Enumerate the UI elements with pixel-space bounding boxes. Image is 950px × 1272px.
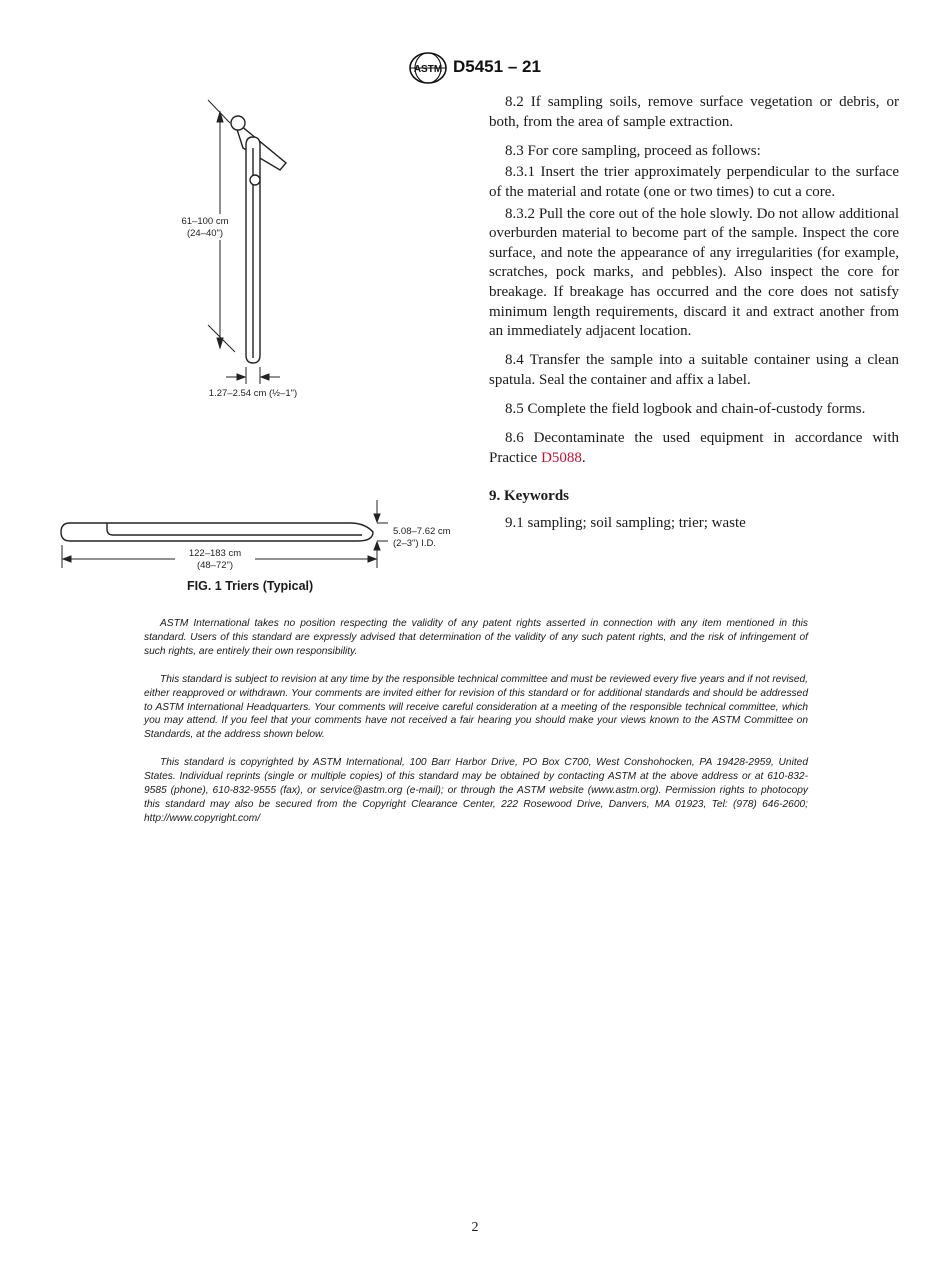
- figure-triers: [40, 90, 480, 610]
- revision-notice: This standard is subject to revision at any time by the responsible technical committee and must be reviewed every five years and if not revised, either reapproved or withdrawn. Your comments are invited either for revision of this standard or for additional standards and should be addressed to ASTM International Headquarters. Your comments will receive careful consideration at a meeting of the responsible technical committee, which you may attend. If you feel that your comments have not received a fair hearing you should make your views known to the ASTM Committee on Standards, at the address shown below.: [144, 673, 808, 741]
- section-8-2: 8.2 If sampling soils, remove surface vegetation or debris, or both, from the area of sample extraction.: [489, 94, 899, 130]
- body-text-column: [489, 93, 899, 543]
- section-8-5: 8.5 Complete the field logbook and chain-of-custody forms.: [505, 401, 866, 418]
- horizontal-trier-drawing: [61, 523, 373, 541]
- standard-designation: D5451 – 21: [453, 57, 541, 76]
- section-8-6-text: 8.6 Decontaminate the used equipment in accordance with Practice: [489, 430, 899, 466]
- copyright-notice: This standard is copyrighted by ASTM International, 100 Barr Harbor Drive, PO Box C700, West Conshohocken, PA 19428-2959, United States. Individual reprints (single or multiple copies) of this standard may be obtained by contacting ASTM at the above address or at 610-832-9585 (phone), 610-832-9555 (fax), or service@astm.org (e-mail); or through the ASTM website (www.astm.org). Permission rights to photocopy this standard may also be secured from the Copyright Clearance Center, 222 Rosewood Drive, Danvers, MA 01923, Tel: (978) 646-2600; http://www.copyright.com/: [144, 757, 808, 824]
- section-8-6-end: .: [581, 449, 586, 466]
- vertical-length-in: (24–40"): [186, 228, 224, 239]
- astm-logo-icon: [408, 52, 448, 84]
- horizontal-length-cm: 122–183 cm: [188, 548, 242, 559]
- svg-text:ASTM: ASTM: [413, 64, 443, 75]
- vertical-width-label: 1.27–2.54 cm (½–1"): [208, 388, 298, 399]
- horizontal-diameter-in: (2–3") I.D.: [393, 538, 436, 549]
- practice-d5088-link[interactable]: D5088: [541, 449, 582, 466]
- section-8-3-2: 8.3.2 Pull the core out of the hole slowly. Do not allow additional overburden material to become part of the sample. Inspect the core surface, and note the appearance of any irregularities (for example, scratches, pock marks, and pebbles). Also inspect the core for breakage. If breakage has occurred and the core does not satisfy minimum length requirements, discard it and extract another from an immediately adjacent location.: [489, 205, 899, 340]
- section-8-6: [489, 429, 899, 468]
- horizontal-length-in: (48–72"): [196, 560, 234, 571]
- section-9-heading: 9. Keywords: [489, 488, 569, 505]
- section-8-4: 8.4 Transfer the sample into a suitable container using a clean spatula. Seal the container and affix a label.: [489, 352, 899, 388]
- section-8-3-1: 8.3.1 Insert the trier approximately perpendicular to the surface of the material and rotate (one or two times) to cut a core.: [489, 164, 899, 200]
- horizontal-diameter-cm: 5.08–7.62 cm: [393, 526, 451, 537]
- section-9-1: 9.1 sampling; soil sampling; trier; waste: [505, 515, 746, 532]
- horizontal-diameter-dimension: [374, 500, 388, 560]
- vertical-width-dimension: [226, 367, 280, 384]
- patent-notice: ASTM International takes no position respecting the validity of any patent rights asserted in connection with any item mentioned in this standard. Users of this standard are expressly advised that determination of the validity of any such patent rights, and the risk of infringement of such rights, are entirely their own responsibility.: [144, 618, 808, 657]
- figure-caption: FIG. 1 Triers (Typical): [187, 579, 314, 593]
- section-8-3: 8.3 For core sampling, proceed as follows:: [505, 142, 761, 159]
- page-number: 2: [471, 1220, 479, 1235]
- vertical-length-cm: 61–100 cm: [181, 216, 229, 227]
- page-header: [0, 52, 950, 86]
- legal-notices: [144, 617, 808, 840]
- vertical-trier-drawing: [231, 116, 286, 363]
